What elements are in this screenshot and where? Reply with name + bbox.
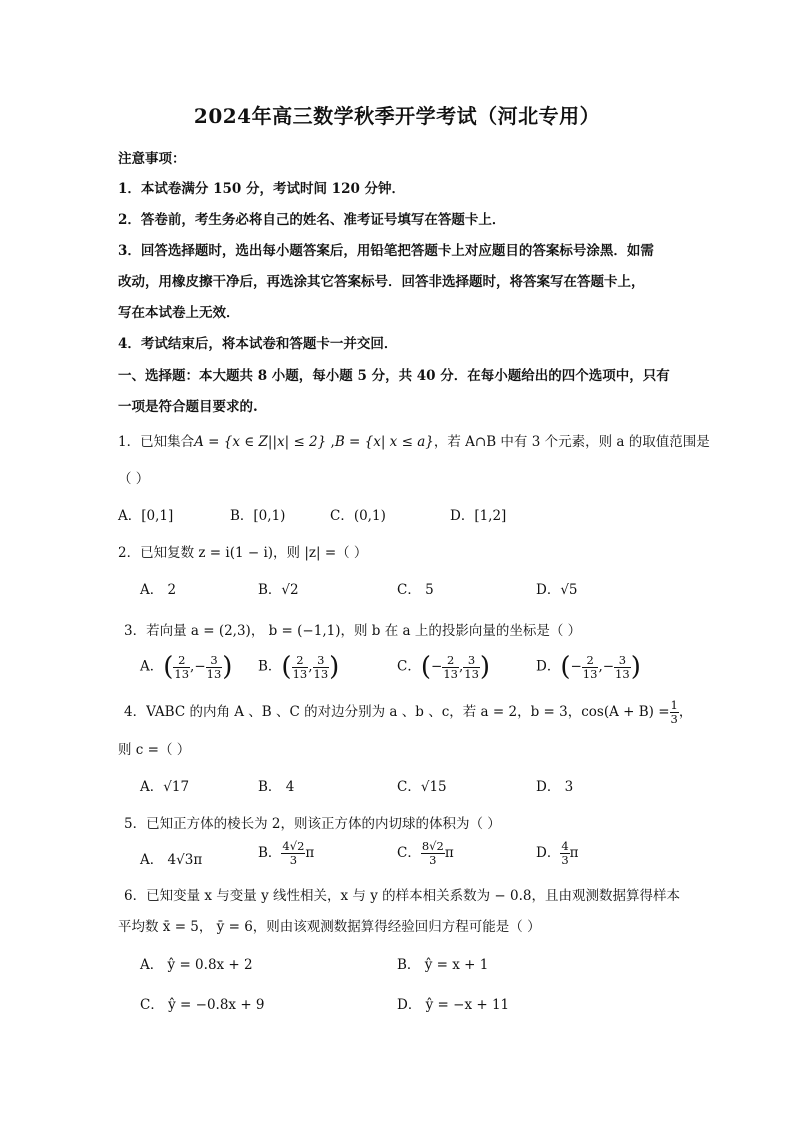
q2-option-a: A． 2 — [140, 582, 177, 598]
question-6: 6．已知变量 x 与变量 y 线性相关，x 与 y 的样本相关系数为 − 0.8，且由观测数据算得样本 — [124, 888, 680, 904]
question-2: 2．已知复数 z = i(1 − i)，则 |z| =（ ） — [118, 545, 368, 561]
question-1 — [118, 430, 710, 450]
fraction: $\frac{3}{13}$ — [615, 652, 630, 681]
q6-option-c: C． ŷ = −0.8x + 9 — [140, 997, 265, 1013]
q4-fraction: $\frac{1}{3}$ — [670, 698, 678, 726]
q3-option-a: A．( $\frac{2}{13}$ ,− $\frac{3}{13}$ ) — [140, 652, 233, 682]
q5-option-c: C． $\frac{8√2}{3}$ π — [397, 839, 454, 867]
q3-option-b-label: B． — [258, 658, 282, 675]
fraction: $\frac{4√2}{3}$ — [282, 839, 305, 867]
q4-option-c — [397, 775, 447, 795]
notice-item-3-cont: 改动，用橡皮擦干净后，再选涂其它答案标号．回答非选择题时，将答案写在答题卡上， — [118, 274, 645, 290]
q1-option-a: A．[0,1] — [118, 508, 174, 524]
q3-option-a-label: A． — [140, 658, 164, 675]
fraction: $\frac{8√2}{3}$ — [421, 839, 444, 867]
question-5: 5．已知正方体的棱长为 2，则该正方体的内切球的体积为（ ） — [124, 816, 501, 832]
q5-option-d-label: D． — [536, 845, 561, 861]
q1-answer-paren: （ ） — [118, 471, 150, 487]
q4-option-a-value: √17 — [163, 779, 190, 795]
q3-option-d: D．(− $\frac{2}{13}$ ,− $\frac{3}{13}$ ) — [536, 652, 641, 682]
notice-heading: 注意事项： — [118, 151, 186, 167]
q1-prefix: 1．已知集合 — [118, 434, 195, 450]
notice-item-3-cont2: 写在本试卷上无效． — [118, 305, 240, 321]
q2-option-b-label: B． — [258, 582, 282, 598]
fraction: $\frac{2}{13}$ — [174, 652, 190, 681]
fraction: $\frac{2}{13}$ — [443, 652, 458, 681]
q3-option-c-label: C． — [397, 658, 421, 675]
q4-option-b: B． 4 — [258, 779, 295, 795]
q4-line1: 4．VABC 的内角 A 、B 、C 的对边分别为 a 、b 、c，若 a = 2，b = 3，cos(A + B) = — [124, 704, 670, 720]
q1-set-b: B = {x| x ≤ a} — [334, 434, 434, 450]
fraction: $\frac{2}{13}$ — [292, 652, 308, 681]
q1-option-d: D．[1,2] — [450, 508, 507, 524]
q3-option-d-label: D． — [536, 658, 561, 675]
q5-option-a: A． 4√3π — [140, 852, 203, 868]
q2-option-b — [258, 578, 299, 598]
q1-set-a: A = {x ∈ Z||x| ≤ 2} — [194, 434, 327, 450]
q4-option-a-label: A． — [140, 779, 164, 795]
q5-option-b-label: B． — [258, 845, 282, 861]
question-4: 4．VABC 的内角 A 、B 、C 的对边分别为 a 、b 、c，若 a = 2，b = 3，cos(A + B) = $\frac{1}{3}$ ， — [124, 698, 693, 726]
notice-item-3: 3．回答选择题时，选出每小题答案后，用铅笔把答题卡上对应题目的答案标号涂黑．如需 — [118, 243, 654, 259]
q4-option-a — [140, 775, 189, 795]
q5-option-b: B． $\frac{4√2}{3}$ π — [258, 839, 315, 867]
q6-option-a: A． ŷ = 0.8x + 2 — [140, 957, 253, 973]
q5-option-d: D． $\frac{4}{3}$ π — [536, 839, 579, 867]
question-3: 3．若向量 a = (2,3)， b = (−1,1)，则 b 在 a 上的投影向量的坐标是（ ） — [124, 623, 582, 639]
question-4-cont: 则 c =（ ） — [118, 742, 191, 758]
section-heading-cont: 一项是符合题目要求的. — [118, 399, 258, 415]
notice-item-1: 1．本试卷满分 150 分，考试时间 120 分钟． — [118, 181, 406, 197]
q1-suffix: ，若 A∩B 中有 3 个元素，则 a 的取值范围是 — [433, 434, 710, 450]
q2-option-d-label: D． — [536, 582, 561, 598]
q2-option-c: C． 5 — [397, 582, 434, 598]
fraction: $\frac{3}{13}$ — [206, 652, 222, 681]
q3-option-c: C．(− $\frac{2}{13}$ , $\frac{3}{13}$ ) — [397, 652, 491, 682]
q1-sep: , — [326, 434, 335, 450]
notice-item-4: 4．考试结束后，将本试卷和答题卡一并交回． — [118, 336, 398, 352]
q4-option-c-label: C． — [397, 779, 421, 795]
fraction: $\frac{3}{13}$ — [464, 652, 479, 681]
section-heading: 一、选择题：本大题共 8 小题，每小题 5 分，共 40 分．在每小题给出的四个选项中，只有 — [118, 368, 670, 384]
page-title: 2024年高三数学秋季开学考试（河北专用） — [193, 104, 601, 128]
q2-option-d — [536, 578, 578, 598]
q3-option-b: B．( $\frac{2}{13}$ , $\frac{3}{13}$ ) — [258, 652, 340, 682]
fraction: $\frac{2}{13}$ — [582, 652, 598, 681]
q1-option-b: B．[0,1) — [230, 508, 286, 524]
q2-option-d-value: √5 — [560, 582, 578, 598]
question-6-cont: 平均数 x̄ = 5， ȳ = 6，则由该观测数据算得经验回归方程可能是（ ） — [118, 919, 541, 935]
q2-option-b-value: √2 — [281, 582, 299, 598]
q6-option-b: B． ŷ = x + 1 — [397, 957, 489, 973]
q5-option-c-label: C． — [397, 845, 421, 861]
notice-item-2: 2．答卷前，考生务必将自己的姓名、准考证号填写在答题卡上． — [118, 212, 506, 228]
q4-option-d: D． 3 — [536, 779, 574, 795]
fraction: $\frac{4}{3}$ — [561, 839, 569, 867]
q1-option-c: C．(0,1) — [330, 508, 386, 524]
q4-option-c-value: √15 — [420, 779, 447, 795]
q6-option-d: D． ŷ = −x + 11 — [397, 997, 510, 1013]
fraction: $\frac{3}{13}$ — [313, 652, 329, 681]
